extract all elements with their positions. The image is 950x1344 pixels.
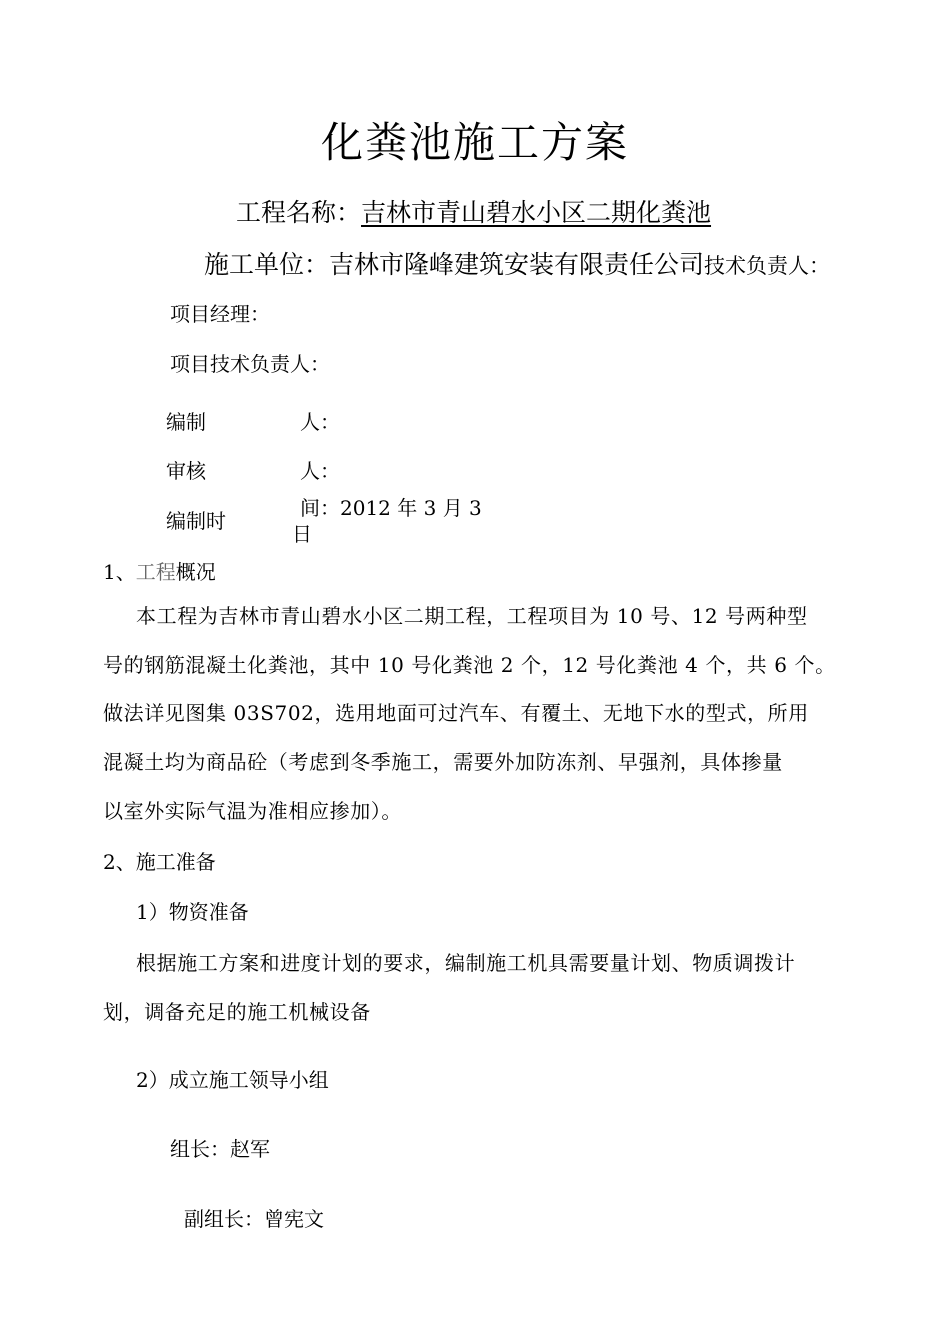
reviewer-suffix: 人： [300, 459, 340, 483]
project-name-line [236, 200, 711, 225]
project-tech-lead-label: 项目技术负责人： [170, 352, 330, 376]
section-1-body-line: 以室外实际气温为准相应掺加）。 [103, 799, 402, 823]
section-1-body-line: 本工程为吉林市青山碧水小区二期工程，工程项目为 10 号、12 号两种型 [136, 604, 808, 628]
compiler-label: 编制 [166, 410, 206, 434]
section-1-body-line: 号的钢筋混凝土化粪池，其中 10 号化粪池 2 个，12 号化粪池 4 个，共 6 个。 [103, 653, 836, 677]
section-1-highlight: 工程 [135, 560, 176, 584]
construction-unit-line [204, 252, 830, 277]
subsection-1-heading: 1）物资准备 [136, 900, 249, 924]
reviewer-label: 审核 [166, 459, 206, 483]
section-2-heading: 2、施工准备 [103, 850, 216, 874]
compiler-suffix: 人： [300, 410, 340, 434]
section-1-body-line: 做法详见图集 03S702，选用地面可过汽车、有覆土、无地下水的型式，所用 [103, 701, 809, 725]
document-title: 化粪池施工方案 [320, 118, 629, 167]
construction-unit-value: 吉林市隆峰建筑安装有限责任公司 [329, 250, 705, 279]
section-1-heading [103, 562, 216, 582]
subsection-1-body-line: 根据施工方案和进度计划的要求，编制施工机具需要量计划、物质调拨计 [136, 951, 796, 975]
compile-time-value: 间：2012 年 3 月 3 [300, 496, 482, 520]
deputy-leader: 副组长：曾宪文 [184, 1207, 324, 1231]
project-name-label: 工程名称： [236, 198, 362, 227]
subsection-2-heading: 2）成立施工领导小组 [136, 1068, 329, 1092]
compile-time-label: 编制时 [166, 509, 226, 533]
tech-responsible-label: 技术负责人： [704, 254, 831, 278]
section-1-rest: 概况 [175, 560, 216, 584]
section-1-number: 1、 [103, 560, 136, 584]
project-name-value: 吉林市青山碧水小区二期化粪池 [361, 198, 712, 227]
project-manager-label: 项目经理： [170, 302, 270, 326]
construction-unit-label: 施工单位： [204, 250, 330, 279]
subsection-1-body-line: 划，调备充足的施工机械设备 [103, 1000, 371, 1024]
section-1-body-line: 混凝土均为商品砼（考虑到冬季施工，需要外加防冻剂、早强剂，具体掺量 [103, 750, 783, 774]
compile-time-day: 日 [292, 522, 312, 546]
group-leader: 组长：赵军 [170, 1137, 270, 1161]
